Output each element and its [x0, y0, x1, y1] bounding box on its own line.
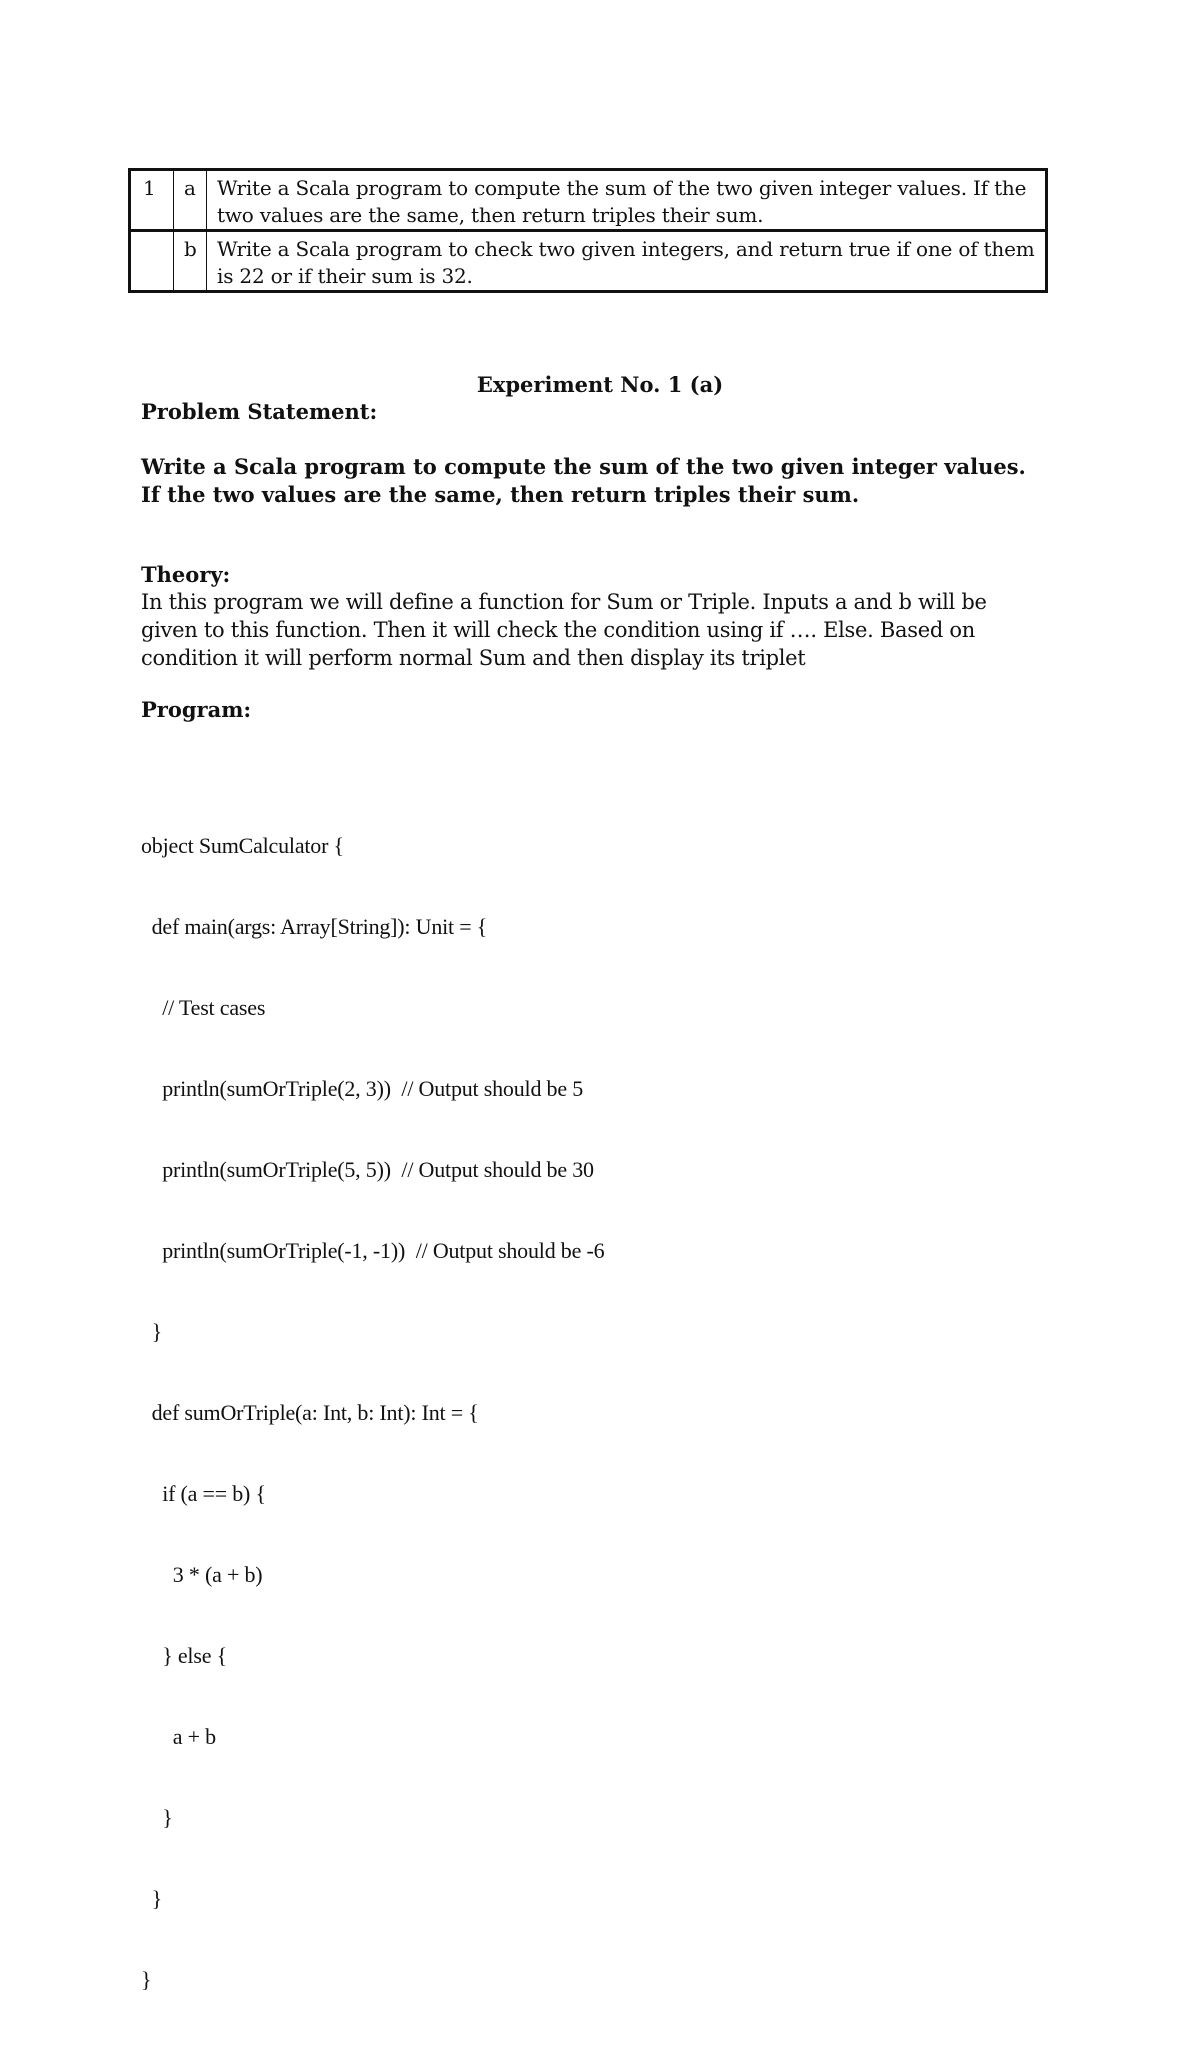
experiment-title: Experiment No. 1 (a) — [476, 372, 724, 397]
code-line: a + b — [141, 1724, 216, 1749]
code-line: println(sumOrTriple(2, 3)) // Output should be 5 — [141, 1076, 584, 1101]
code-line: } — [141, 1805, 173, 1830]
table-row — [130, 231, 1047, 292]
experiment-index-table — [128, 168, 1048, 293]
code-line: } — [141, 1886, 162, 1911]
code-line: println(sumOrTriple(5, 5)) // Output should be 30 — [141, 1157, 594, 1182]
code-listing — [141, 778, 1041, 2047]
theory-heading: Theory: — [141, 562, 231, 587]
experiment-number-cell — [130, 231, 174, 292]
program-heading: Program: — [141, 697, 252, 722]
task-description-cell: Write a Scala program to compute the sum of the two given integer values. If the two values are the same, then return triples their sum. — [207, 170, 1047, 231]
code-line: } — [141, 1319, 162, 1344]
code-line: // Test cases — [141, 995, 266, 1020]
problem-statement-text: Write a Scala program to compute the sum of the two given integer values. If the two values are the same, then return triples their sum. — [141, 454, 1026, 507]
code-line: object SumCalculator { — [141, 833, 344, 858]
problem-statement-heading: Problem Statement: — [141, 399, 378, 424]
code-line: } else { — [141, 1643, 227, 1668]
code-line: println(sumOrTriple(-1, -1)) // Output should be -6 — [141, 1238, 605, 1263]
part-letter-cell: a — [174, 170, 207, 231]
code-line: if (a == b) { — [141, 1481, 266, 1506]
code-line: 3 * (a + b) — [141, 1562, 263, 1587]
table-row — [130, 170, 1047, 231]
task-description-cell: Write a Scala program to check two given integers, and return true if one of them is 22 or if their sum is 32. — [207, 231, 1047, 292]
code-line: } — [141, 1967, 152, 1992]
experiment-number-cell: 1 — [130, 170, 174, 231]
code-line: def sumOrTriple(a: Int, b: Int): Int = { — [141, 1400, 479, 1425]
part-letter-cell: b — [174, 231, 207, 292]
theory-text: In this program we will define a function for Sum or Triple. Inputs a and b will be given to this function. Then it will check the condition using if …. Else. Based on condition it will perform normal Sum and then display its triplet — [141, 590, 987, 670]
code-line: def main(args: Array[String]): Unit = { — [141, 914, 488, 939]
